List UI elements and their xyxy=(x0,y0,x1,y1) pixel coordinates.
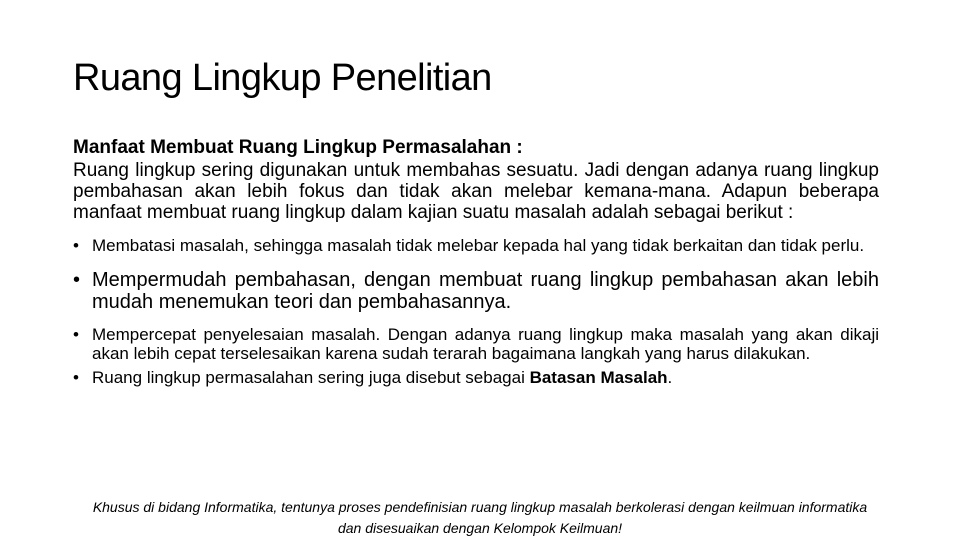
bullet-list xyxy=(73,236,879,387)
bullet-text: Membatasi masalah, sehingga masalah tidak melebar kepada hal yang tidak berkaitan dan tidak perlu. xyxy=(92,236,865,255)
bullet-item xyxy=(73,269,879,313)
footnote: Khusus di bidang Informatika, tentunya proses pendefinisian ruang lingkup masalah berkolerasi dengan keilmuan informatika dan disesuaikan dengan Kelompok Keilmuan! xyxy=(92,499,868,536)
bullet-text: Mempermudah pembahasan, dengan membuat ruang lingkup pembahasan akan lebih mudah menemukan teori dan pembahasannya. xyxy=(92,269,879,313)
bullet-text-bold: Batasan Masalah xyxy=(529,368,668,387)
bullet-text: Mempercepat penyelesaian masalah. Dengan adanya ruang lingkup maka masalah yang akan dikaji akan lebih cepat terselesaikan karena sudah terarah bagaimana langkah yang harus dilakukan. xyxy=(92,325,879,363)
bullet-item xyxy=(73,325,879,363)
bullet-icon: • xyxy=(73,325,79,344)
slide-title: Ruang Lingkup Penelitian xyxy=(73,57,492,99)
bullet-item xyxy=(73,368,879,387)
slide-body xyxy=(73,136,879,387)
bullet-icon: • xyxy=(73,368,79,387)
intro-paragraph: Ruang lingkup sering digunakan untuk membahas sesuatu. Jadi dengan adanya ruang lingkup pembahasan akan lebih fokus dan tidak akan melebar kemana-mana. Adapun beberapa manfaat membuat ruang lingkup dalam kajian suatu masalah adalah sebagai berikut : xyxy=(73,160,879,223)
bullet-text-after: . xyxy=(667,368,673,387)
bullet-item xyxy=(73,236,879,255)
bullet-text-before: Ruang lingkup permasalahan sering juga disebut sebagai xyxy=(92,368,530,387)
bullet-icon: • xyxy=(73,236,79,255)
bullet-icon: • xyxy=(73,269,81,291)
section-heading: Manfaat Membuat Ruang Lingkup Permasalahan : xyxy=(73,137,523,158)
